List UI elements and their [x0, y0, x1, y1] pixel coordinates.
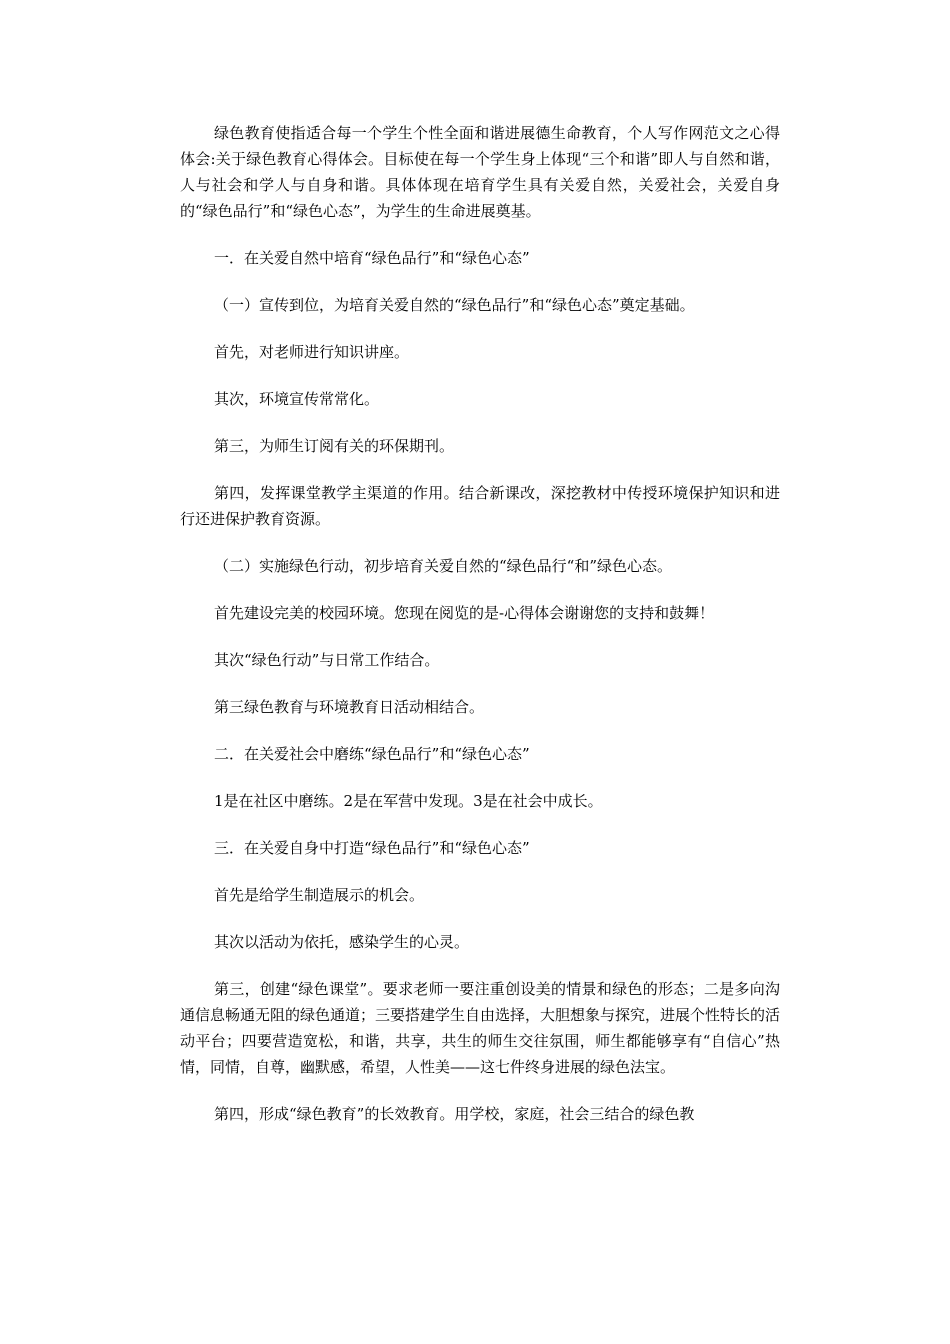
- paragraph-item: 1是在社区中磨练。2是在军营中发现。3是在社会中成长。: [214, 792, 603, 810]
- paragraph-item: 第四，形成“绿色教育”的长效教育。用学校，家庭，社会三结合的绿色教: [214, 1105, 695, 1123]
- paragraph-item: 首先是给学生制造展示的机会。: [214, 886, 425, 904]
- subheading-1-2: （二）实施绿色行动，初步培育关爱自然的“绿色品行“和”绿色心态。: [214, 557, 673, 575]
- paragraph-item: 其次，环境宣传常常化。: [214, 390, 380, 408]
- heading-section-1: 一．在关爱自然中培育“绿色品行”和“绿色心态”: [214, 249, 530, 267]
- paragraph-item: 第三，创建“绿色课堂”。要求老师一要注重创设美的情景和绿色的形态；二是多向沟通信息畅通无阻的绿色通道；三要搭建学生自由选择，大胆想象与探究，进展个性特长的活动平台；四要营造宽松，和谐，共享，共生的师生交往氛围，师生都能够享有“自信心”热情，同情，自尊，幽默感，希望，人性美——这七件终身进展的绿色法宝。: [180, 980, 781, 1076]
- document-body: [180, 120, 780, 1127]
- subheading-1-1: （一）宣传到位，为培育关爱自然的“绿色品行”和“绿色心态”奠定基础。: [214, 296, 695, 314]
- paragraph-item: 第三，为师生订阅有关的环保期刊。: [214, 437, 455, 455]
- paragraph-intro: 绿色教育使指适合每一个学生个性全面和谐进展德生命教育，个人写作网范文之心得体会:关于绿色教育心得体会。目标使在每一个学生身上体现“三个和谐”即人与自然和谐，人与社会和学人与自身和谐。具体体现在培育学生具有关爱自然，关爱社会，关爱自身的“绿色品行”和“绿色心态”，为学生的生命进展奠基。: [180, 124, 780, 220]
- paragraph-item: 其次“绿色行动”与日常工作结合。: [214, 651, 440, 669]
- paragraph-item: 其次以活动为依托，感染学生的心灵。: [214, 933, 470, 951]
- paragraph-item: 首先建设完美的校园环境。您现在阅览的是-心得体会谢谢您的支持和鼓舞！: [214, 604, 715, 622]
- paragraph-item: 第四，发挥课堂教学主渠道的作用。结合新课改，深挖教材中传授环境保护知识和进行还进保护教育资源。: [180, 484, 780, 528]
- heading-section-2: 二．在关爱社会中磨练“绿色品行”和“绿色心态”: [214, 745, 530, 763]
- paragraph-item: 第三绿色教育与环境教育日活动相结合。: [214, 698, 485, 716]
- heading-section-3: 三．在关爱自身中打造“绿色品行”和“绿色心态”: [214, 839, 530, 857]
- paragraph-item: 首先，对老师进行知识讲座。: [214, 343, 410, 361]
